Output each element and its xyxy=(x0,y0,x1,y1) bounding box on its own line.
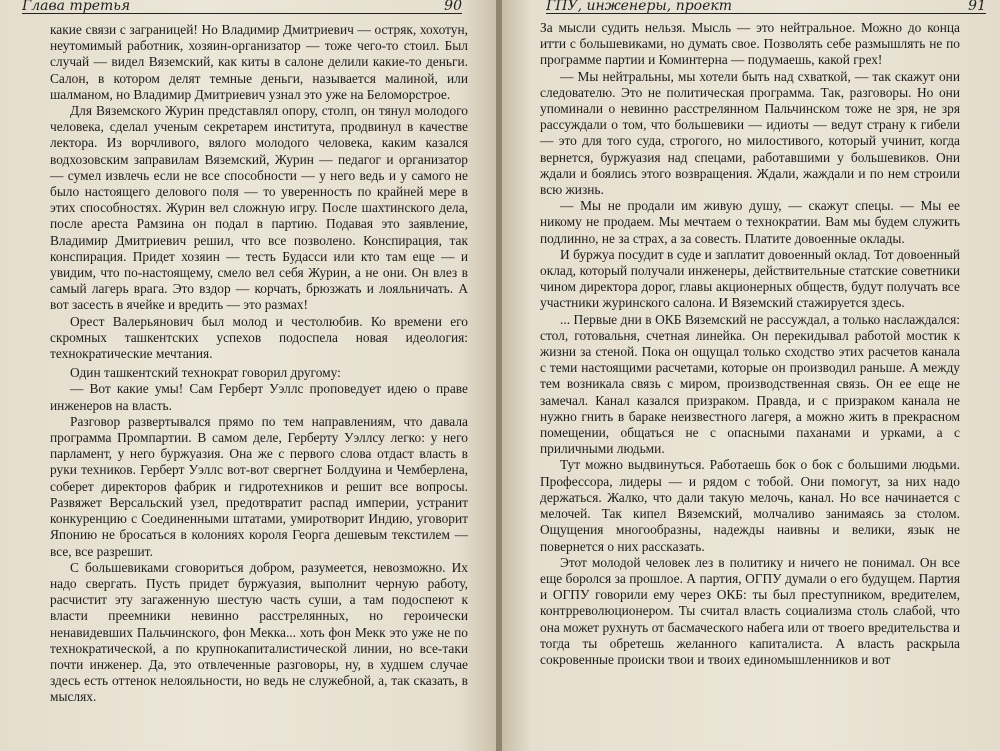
paragraph: — Мы нейтральны, мы хотели быть над схваткой, — так скажут они следователю. Это не политическая программа. Так, разговоры. Но они упоминали о невинно расстрелянном Пальчинском тоже не зря, не зря рассуждали о том, что большевики — идиоты — ведут страну к гибели — это для того суда, строгого, но милостивого, который учинит, когда вернется, буржуазия над спецами, работавшими у большевиков. Они ждали и боялись этого возвращения. Ждали, жаждали и по нем строили всю жизнь. xyxy=(540,68,960,198)
header-rule xyxy=(546,13,986,14)
paragraph: За мысли судить нельзя. Мысль — это нейтральное. Можно до конца итти с большевиками, но думать свое. Позволять себе размышлять не по программе партии и Коминтерна — подумаешь, какой грех! xyxy=(540,20,960,68)
paragraph: С большевиками сговориться добром, разумеется, невозможно. Их надо свергать. Пусть придет буржуазия, выполнит черную работу, расчистит эту загаженную шестую часть суши, а там подоспеют к власти преемники невинно расстрелянных, но героически ненавидевших Пальчинского, фон Мекка... хоть фон Мекк это уже не по технократической, а по крупнокапиталистической линии, но все-таки почти инженер. Да, это отвлеченные разговоры, ну, в худшем случае здесь есть оттенок нелояльности, но ведь не служебной, а, так сказать, в мыслях. xyxy=(50,559,468,705)
left-page-text xyxy=(50,22,468,706)
paragraph: Один ташкентский технократ говорил другому: xyxy=(70,365,341,381)
header-rule xyxy=(22,13,462,14)
right-running-header xyxy=(546,0,986,14)
right-page xyxy=(502,0,1000,751)
paragraph: — Вот какие умы! Сам Герберт Уэллс проповедует идею о праве инженеров на власть. xyxy=(50,381,468,413)
right-page-text xyxy=(540,20,960,668)
paragraph: И буржуа посудит в суде и заплатит довоенный оклад. Тот довоенный оклад, который получали инженеры, действительные статские советники чином директора дорог, главы акционерных обществ, будут получать все участники журинского салона. И Вяземский стажируется здесь. xyxy=(540,246,960,311)
paragraph: — Мы не продали им живую душу, — скажут спецы. — Мы ее никому не продаем. Мы мечтаем о технократии. Вам мы будем служить подлинно, не за страх, а за совесть. Платите довоенные оклады. xyxy=(540,198,960,246)
page-number-right: 91 xyxy=(968,0,986,14)
page-number-left: 90 xyxy=(444,0,462,14)
paragraph: Для Вяземского Журин представлял опору, столп, он тянул молодого человека, сделал ученым секретарем института, продвинул в качестве лектора. Из ворчливого, вялого молодого человека, каким казался водхозовским заправилам Вяземский, Журин — педагог и организатор — сумел извлечь если не все способности — у него ведь и у самого не было настоящего делового поля — то уверенность по крайней мере в этих способностях. Журин вел сложную игру. После шахтинского дела, после ареста Рамзина он подал в партию. Подавая это заявление, Владимир Дмитриевич решил, что все позволено. Конспирация, так конспирация. Придет хозяин — тесть Будасси или кто там еще — и увидим, что по-настоящему, смело вел себя Журин, а не они. Он влез в самый лагерь врага. Это вздор — корчать, брюзжать и лояльничать. А вот засесть в ячейке и вредить — это размах! xyxy=(50,103,468,313)
paragraph: ... Первые дни в ОКБ Вяземский не рассуждал, а только наслаждался: стол, готовальня, счетная линейка. Он перекидывал работой мостик к жизни за стеной. Пока он ощущал только сходство этих расчетов канала с теми настоящими расчетами, которые он производил раньше. А между тем возникала связь с миром, производственная связь. Он ее еще не замечал. Канал казался призраком. Правда, и с призраком канала не нужно гнить в бараке неизвестного лагеря, а можно жить в прекрасном помещении, общаться не с опасными паханами и урками, а с приличными людьми. xyxy=(540,311,960,457)
paragraph: Разговор развертывался прямо по тем направлениям, что давала программа Промпартии. В самом деле, Герберту Уэллсу легко: у него парламент, у него буржуазия. Она же с первого слова отдаст власть в руки техников. Герберт Уэллс вот-вот свергнет Болдуина и Чемберлена, соберет директоров фабрик и гидротехников и решит все вопросы. Развяжет Версальский узел, предотвратит распад империи, устранит конкуренцию с Соединенными штатами, умиротворит Индию, уговорит Японию не бросаться в колониях короля Георга дешевым текстилем — все, все разрешит. xyxy=(50,413,468,559)
paragraph: Тут можно выдвинуться. Работаешь бок о бок с большими людьми. Профессора, лидеры — и рядом с тобой. Они помогут, за них надо держаться. Жалко, что дали такую мелочь, канал. Но все начинается с мелочей. Так кипел Вяземский, молчаливо занимаясь за столом. Ощущения многообразны, надежды наивны и велики, язык не повернется о них рассказать. xyxy=(540,457,960,554)
paragraph: какие связи с заграницей! Но Владимир Дмитриевич — остряк, хохотун, неутомимый работник, хозяин-организатор — тоже чего-то стоил. Был случай — видел Вяземский, как киты в салоне делили какие-то деньги. Салон, в котором делят темные деньги, называется малиной, или шалманом, но Владимир Дмитриевич узнал это уже на Беломорстрое. xyxy=(50,22,468,102)
paragraph: Этот молодой человек лез в политику и ничего не понимал. Он все еще боролся за прошлое. А партия, ОГПУ думали о его будущем. Партия и ОГПУ говорили ему через ОКБ: ты был преступником, вредителем, контрреволюционером. Ты считал власть социализма столь слабой, что она может рухнуть от басмаческого набега или от твоего вредительства и тогда ты обретешь желанного капиталиста. А власть раскрыла сокровенные происки твои и твоих единомышленников и вот xyxy=(540,554,960,667)
chapter-title: Глава третья xyxy=(22,0,131,14)
left-running-header xyxy=(22,0,462,14)
left-page xyxy=(0,0,498,751)
paragraph: Орест Валерьянович был молод и честолюбив. Ко времени его скромных ташкентских успехов подоспела новая идеология: технократические мечтания. xyxy=(50,313,468,362)
section-title: ГПУ, инженеры, проект xyxy=(546,0,733,14)
